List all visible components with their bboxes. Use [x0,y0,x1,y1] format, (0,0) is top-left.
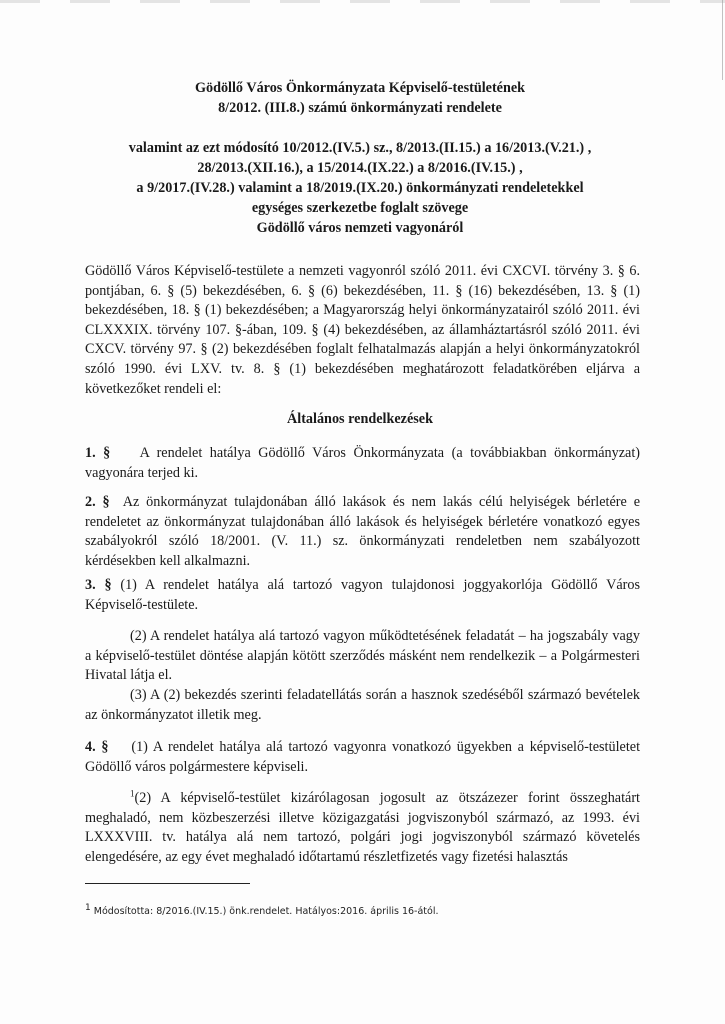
footnote [85,902,439,917]
section-2-number: 2. § [85,494,110,510]
amendment-line-4: egységes szerkezetbe foglalt szövege [251,200,469,216]
scan-right-edge [722,0,723,80]
section-1-number: 1. § [85,445,111,461]
footnote-mark: 1 [85,902,91,913]
section-1-text: A rendelet hatálya Gödöllő Város Önkormányzata (a továbbiakban önkormányzat) vagyonára terjed ki. [85,445,640,481]
section-3-paragraph-2: (2) A rendelet hatálya alá tartozó vagyon működtetésének feladatát – ha jogszabály vagy a képviselő-testület döntése alapján kötött szerződés másként nem rendelkezik – a Polgármesteri Hivatal látja el. [85,628,640,684]
section-heading: Általános rendelkezések [287,411,433,427]
footnote-text: Módosította: 8/2016.(IV.15.) önk.rendelet. Hatályos:2016. április 16-ától. [90,906,439,917]
amendment-line-1: valamint az ezt módosító 10/2012.(IV.5.) sz., 8/2013.(II.15.) a 16/2013.(V.21.) , [128,140,592,156]
section-3 [85,576,640,725]
section-4 [85,738,640,868]
amendment-line-2: 28/2013.(XII.16.), a 15/2014.(IX.22.) a 8/2016.(IV.15.) , [197,160,523,176]
section-2 [85,493,640,571]
section-3-paragraph-3: (3) A (2) bekezdés szerinti feladatellátás során a hasznok szedéséből származó bevételek az önkormányzatot illetik meg. [85,686,640,723]
section-3-number: 3. § [85,577,112,593]
document-title [80,78,640,118]
title-line-1: Gödöllő Város Önkormányzata Képviselő-testületének [194,80,526,96]
section-3-paragraph-1: (1) A rendelet hatálya alá tartozó vagyon tulajdonosi joggyakorlója Gödöllő Város Képviselő-testülete. [85,577,641,613]
section-4-paragraph-2: (2) A képviselő-testület kizárólagosan jogosult az ötszázezer forint összeghatárt meghaladó, nem közbeszerzési illetve közigazgatási jogviszonyból származó, az 1993. évi LXXXVIII. tv. hatálya alá nem tartozó, polgári jogi jogviszonyból származó követelés elengedésére, az egy évet meghaladó időtartamú részletfizetés vagy fizetési halasztás [85,790,640,865]
section-1 [85,444,640,483]
preamble [85,262,640,399]
section-2-text: Az önkormányzat tulajdonában álló lakások és nem lakás célú helyiségek bérletére e rendeletet az önkormányzat tulajdonában álló lakások és helyiségek bérletére vonatkozó egyes szabályokról szóló 18/2001. (V. 11.) sz. önkormányzati rendeletben nem szabályozott kérdésekben kell alkalmazni. [85,494,641,569]
amendment-block [80,138,640,238]
preamble-text: Gödöllő Város Képviselő-testülete a nemzeti vagyonról szóló 2011. évi CXCVI. törvény 3. § 6. pontjában, 6. § (5) bekezdésében, 6. § (6) bekezdésében, 11. § (16) bekezdésében, 13. § (1) bekezdésében, 18. § (1) bekezdésében; a Magyarország helyi önkormányzatairól szóló 2011. évi CLXXXIX. törvény 107. §-ában, 109. § (4) bekezdésében, az államháztartásról szóló 2011. évi CXCV. törvény 97. § (2) bekezdésében foglalt felhatalmazás alapján a helyi önkormányzatokról szóló 1990. évi LXV. tv. 8. § (1) bekezdésében meghatározott feladatkörében eljárva a következőket rendeli el: [85,263,640,397]
section-4-paragraph-1: (1) A rendelet hatálya alá tartozó vagyonra vonatkozó ügyekben a képviselő-testületet Gödöllő város polgármestere képviseli. [85,739,641,775]
scan-top-edge [0,0,725,3]
section-4-number: 4. § [85,739,109,755]
document-subject: Gödöllő város nemzeti vagyonáról [256,220,464,236]
footnote-reference[interactable]: 1 [130,788,135,799]
footnote-separator [85,883,250,884]
amendment-line-3: a 9/2017.(IV.28.) valamint a 18/2019.(IX.20.) önkormányzati rendeletekkel [136,180,584,196]
title-line-2: 8/2012. (III.8.) számú önkormányzati rendelete [218,100,502,116]
